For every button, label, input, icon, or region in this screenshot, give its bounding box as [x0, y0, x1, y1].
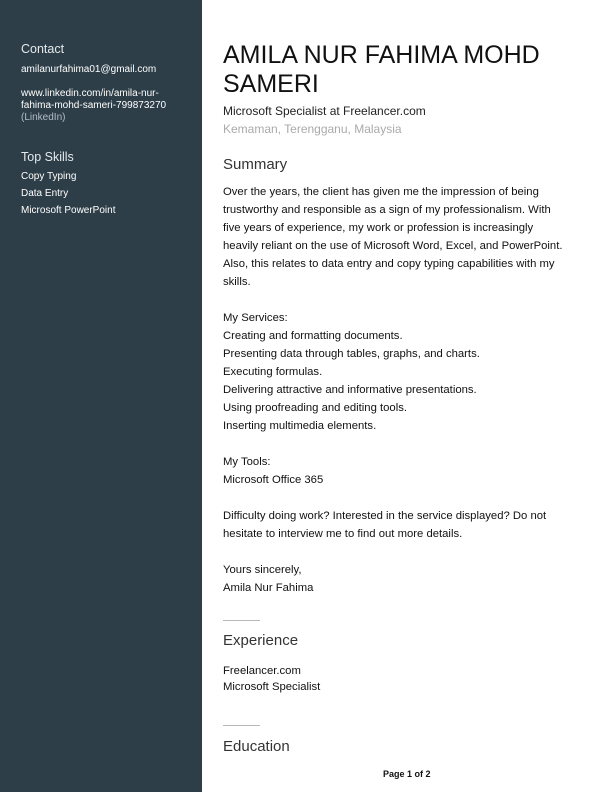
linkedin-url-line2: fahima-mohd-sameri-799873270 — [21, 100, 167, 111]
experience-heading: Experience — [223, 632, 299, 649]
name-line1: AMILA NUR FAHIMA MOHD — [223, 41, 540, 69]
contact-heading: Contact — [21, 42, 65, 56]
summary-line: five years of experience, my work or profession is increasingly — [223, 222, 534, 234]
location: Kemaman, Terengganu, Malaysia — [223, 122, 402, 136]
tool-item: Microsoft Office 365 — [223, 474, 324, 486]
summary-line: Also, this relates to data entry and copy typing capabilities with my — [223, 258, 555, 270]
summary-line: trustworthy and responsible as a sign of my professionalism. With — [223, 204, 551, 216]
section-divider — [223, 620, 260, 621]
signoff-name: Amila Nur Fahima — [223, 582, 314, 594]
service-item: Delivering attractive and informative presentations. — [223, 384, 477, 396]
page-number: Page 1 of 2 — [383, 769, 431, 779]
skill-item: Microsoft PowerPoint — [21, 205, 116, 216]
name-line2: SAMERI — [223, 70, 319, 98]
section-divider — [223, 725, 260, 726]
candidate-name — [223, 41, 603, 99]
email-link[interactable]: amilanurfahima01@gmail.com — [21, 64, 157, 75]
education-heading: Education — [223, 738, 290, 755]
linkedin-url-line1: www.linkedin.com/in/amila-nur- — [21, 88, 159, 99]
tools-heading: My Tools: — [223, 456, 271, 468]
service-item: Using proofreading and editing tools. — [223, 402, 408, 414]
skill-item: Copy Typing — [21, 171, 77, 182]
closing-line: hesitate to interview me to find out more details. — [223, 528, 463, 540]
headline: Microsoft Specialist at Freelancer.com — [223, 104, 426, 118]
services-heading: My Services: — [223, 312, 288, 324]
top-skills-heading: Top Skills — [21, 150, 74, 164]
summary-heading: Summary — [223, 156, 288, 173]
closing-line: Difficulty doing work? Interested in the service displayed? Do not — [223, 510, 547, 522]
experience-role: Microsoft Specialist — [223, 681, 321, 693]
service-item: Presenting data through tables, graphs, and charts. — [223, 348, 480, 360]
summary-line: skills. — [223, 276, 251, 288]
summary-line: Over the years, the client has given me the impression of being — [223, 186, 539, 198]
skill-item: Data Entry — [21, 188, 69, 199]
signoff-line: Yours sincerely, — [223, 564, 302, 576]
service-item: Executing formulas. — [223, 366, 323, 378]
summary-line: heavily reliant on the use of Microsoft Word, Excel, and PowerPoint. — [223, 240, 563, 252]
experience-company: Freelancer.com — [223, 665, 301, 677]
service-item: Inserting multimedia elements. — [223, 420, 377, 432]
summary-body — [223, 183, 593, 597]
service-item: Creating and formatting documents. — [223, 330, 403, 342]
linkedin-label: (LinkedIn) — [21, 112, 66, 123]
